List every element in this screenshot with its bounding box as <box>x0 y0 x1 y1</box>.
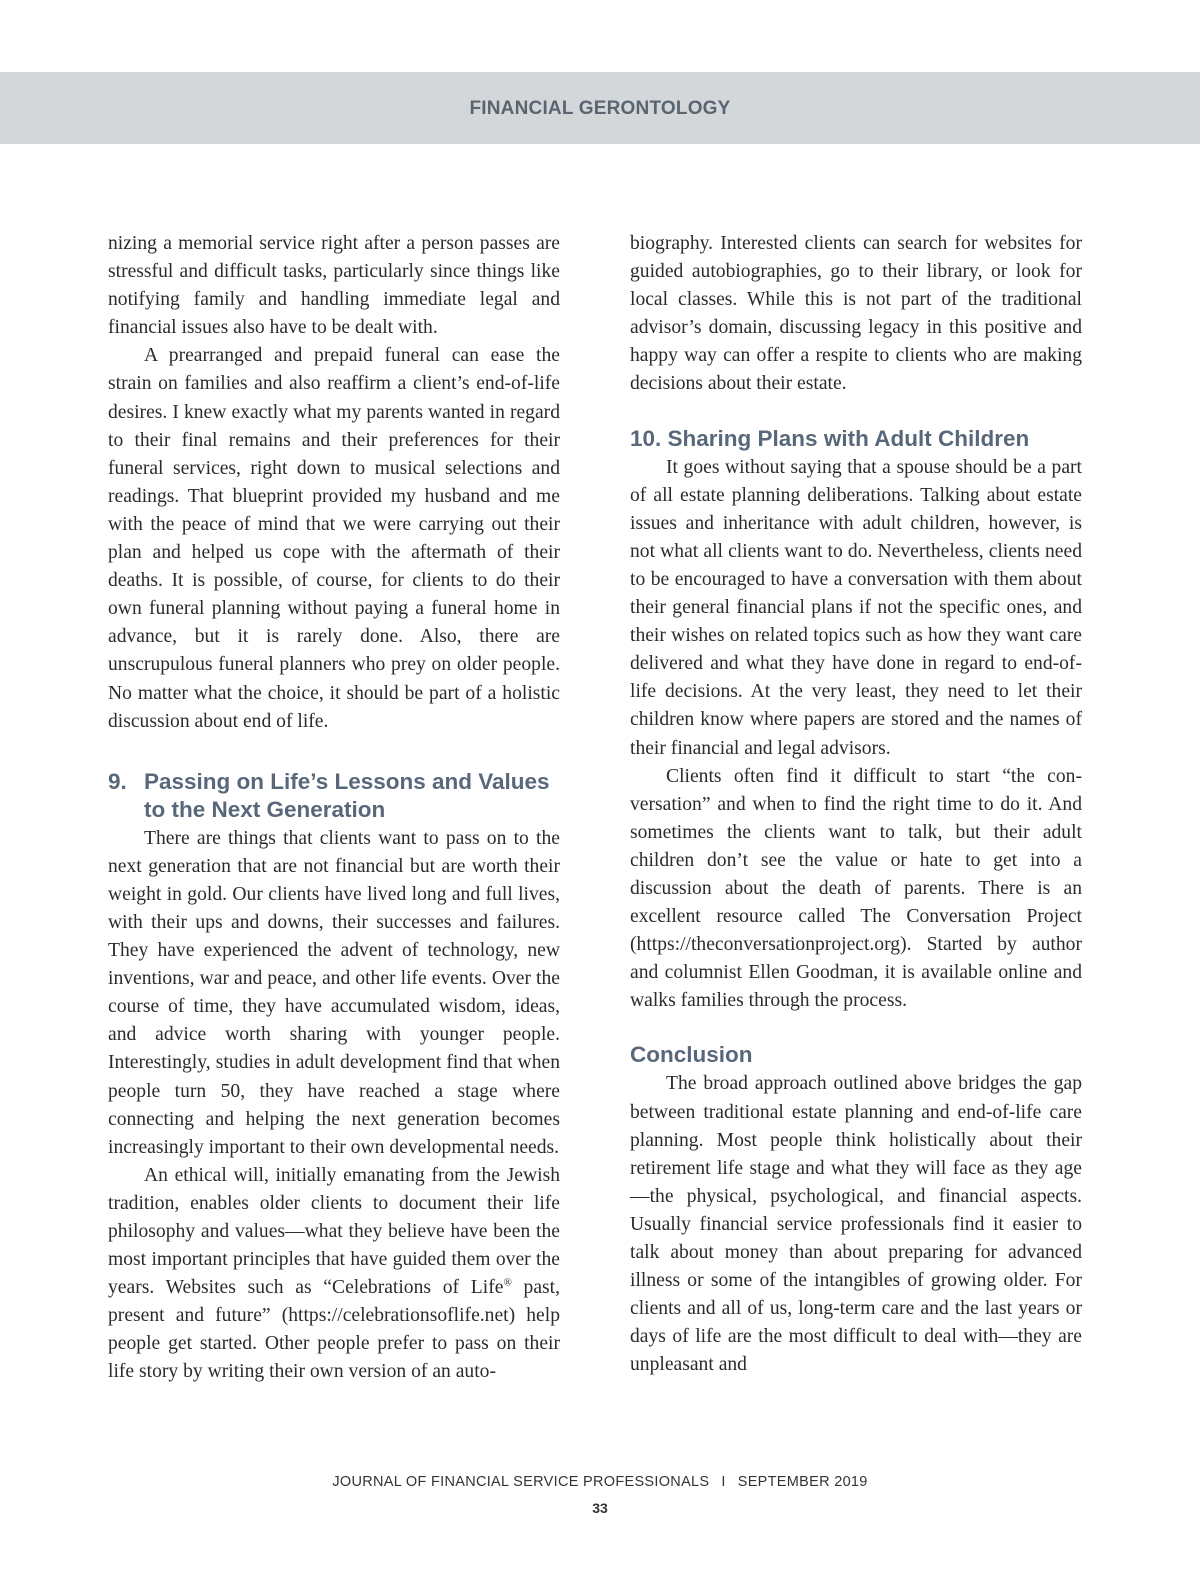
paragraph: The broad approach outlined above bridges the gap between traditional estate planning and end-of-life care planning. Most people think holistically about their retirement life stage and what they will face as they age—the physical, psychological, and financial aspects. Usually financial service professionals find it easier to talk about money than about preparing for advanced illness or some of the intangibles of growing older. For clients and all of us, long-term care and the last years or days of life are the most difficult to deal with—they are unpleasant and <box>630 1073 1082 1376</box>
section-heading-conclusion: Conclusion <box>630 1042 753 1068</box>
section-heading-9 <box>108 768 560 824</box>
paragraph-text: past, present and future” (https://celebrationsoflife.net) help people get started. Other people prefer to pass on their life story by writing their own version of an auto- <box>108 1277 561 1383</box>
page-footer <box>0 1474 1200 1490</box>
section-number: 9. <box>108 768 127 794</box>
paragraph: A prearranged and prepaid funeral can ease the strain on families and also reaffirm a client’s end-of-life desires. I knew exactly what my parents wanted in regard to their final remains and their preferences for their funeral services, right down to musical selections and readings. That blueprint provided my husband and me with the peace of mind that we were carrying out their plan and helped us cope with the aftermath of their deaths. It is possible, of course, for clients to do their own funeral planning without paying a funeral home in advance, but it is rarely done. Also, there are unscrupulous funeral planners who prey on older people. No matter what the choice, it should be part of a holistic discussion about end of life. <box>108 345 560 732</box>
running-header <box>0 72 1200 144</box>
paragraph <box>108 1162 560 1387</box>
paragraph: It goes without saying that a spouse should be a part of all estate planning deliberations. Talking about estate issues and inheritance with adult children, however, is not what all clients want to do. Nevertheless, clients need to be encouraged to have a conversation with them about their general financial plans if not the specific ones, and their wishes on related topics such as how they want care delivered and what they have done in regard to end-of-life decisions. At the very least, they need to let their children know where papers are stored and the names of their financial and legal advisors. <box>630 456 1082 759</box>
paragraph: nizing a memorial service right after a person passes are stressful and difficult tasks, particularly since things like notifying family and handling immediate legal and financial issues also have to be dealt with. <box>108 233 560 339</box>
paragraph: biography. Interested clients can search for websites for guided autobiographies, go to their library, or look for local classes. While this is not part of the traditional advisor’s domain, discussing legacy in this positive and happy way can offer a respite to clients who are making decisions about their estate. <box>630 233 1082 395</box>
paragraph-text: An ethical will, initially emanating from the Jewish tradition, enables older clients to document their life philosophy and values—what they believe have been the most important principles that have guided them over the years. Websites such as “Celebrations of Life <box>108 1164 560 1299</box>
paragraph: There are things that clients want to pass on to the next generation that are not financial but are worth their weight in gold. Our clients have lived long and full lives, with their ups and downs, their successes and failures. They have experienced the advent of technology, new inventions, war and peace, and other life events. Over the course of time, they have accumulated wisdom, ideas, and advice worth sharing with younger people. Interestingly, studies in adult development find that when people turn 50, they have reached a stage where connecting and helping the next generation becomes increasingly important to their own developmental needs. <box>108 827 560 1158</box>
left-column <box>108 230 560 1387</box>
registered-mark: ® <box>503 1276 512 1289</box>
section-heading-10: 10. Sharing Plans with Adult Children <box>630 425 1030 451</box>
footer-separator: I <box>721 1474 726 1490</box>
page-number: 33 <box>592 1500 608 1516</box>
section-title: Passing on Life’s Lessons and Values to the Next Generation <box>144 768 550 822</box>
issue-date: SEPTEMBER 2019 <box>737 1474 868 1490</box>
running-header-title: FINANCIAL GERONTOLOGY <box>469 98 731 119</box>
journal-name: JOURNAL OF FINANCIAL SERVICE PROFESSIONALS <box>332 1474 710 1490</box>
right-column <box>630 230 1082 1379</box>
paragraph: Clients often find it difficult to start “the conversation” and when to find the right time to do it. And sometimes the clients want to talk, but their adult children don’t see the value or hate to get into a discussion about the death of parents. There is an excellent resource called The Conversation Project (https://theconversationproject.org). Started by author and columnist Ellen Goodman, it is available online and walks families through the process. <box>630 765 1082 1012</box>
